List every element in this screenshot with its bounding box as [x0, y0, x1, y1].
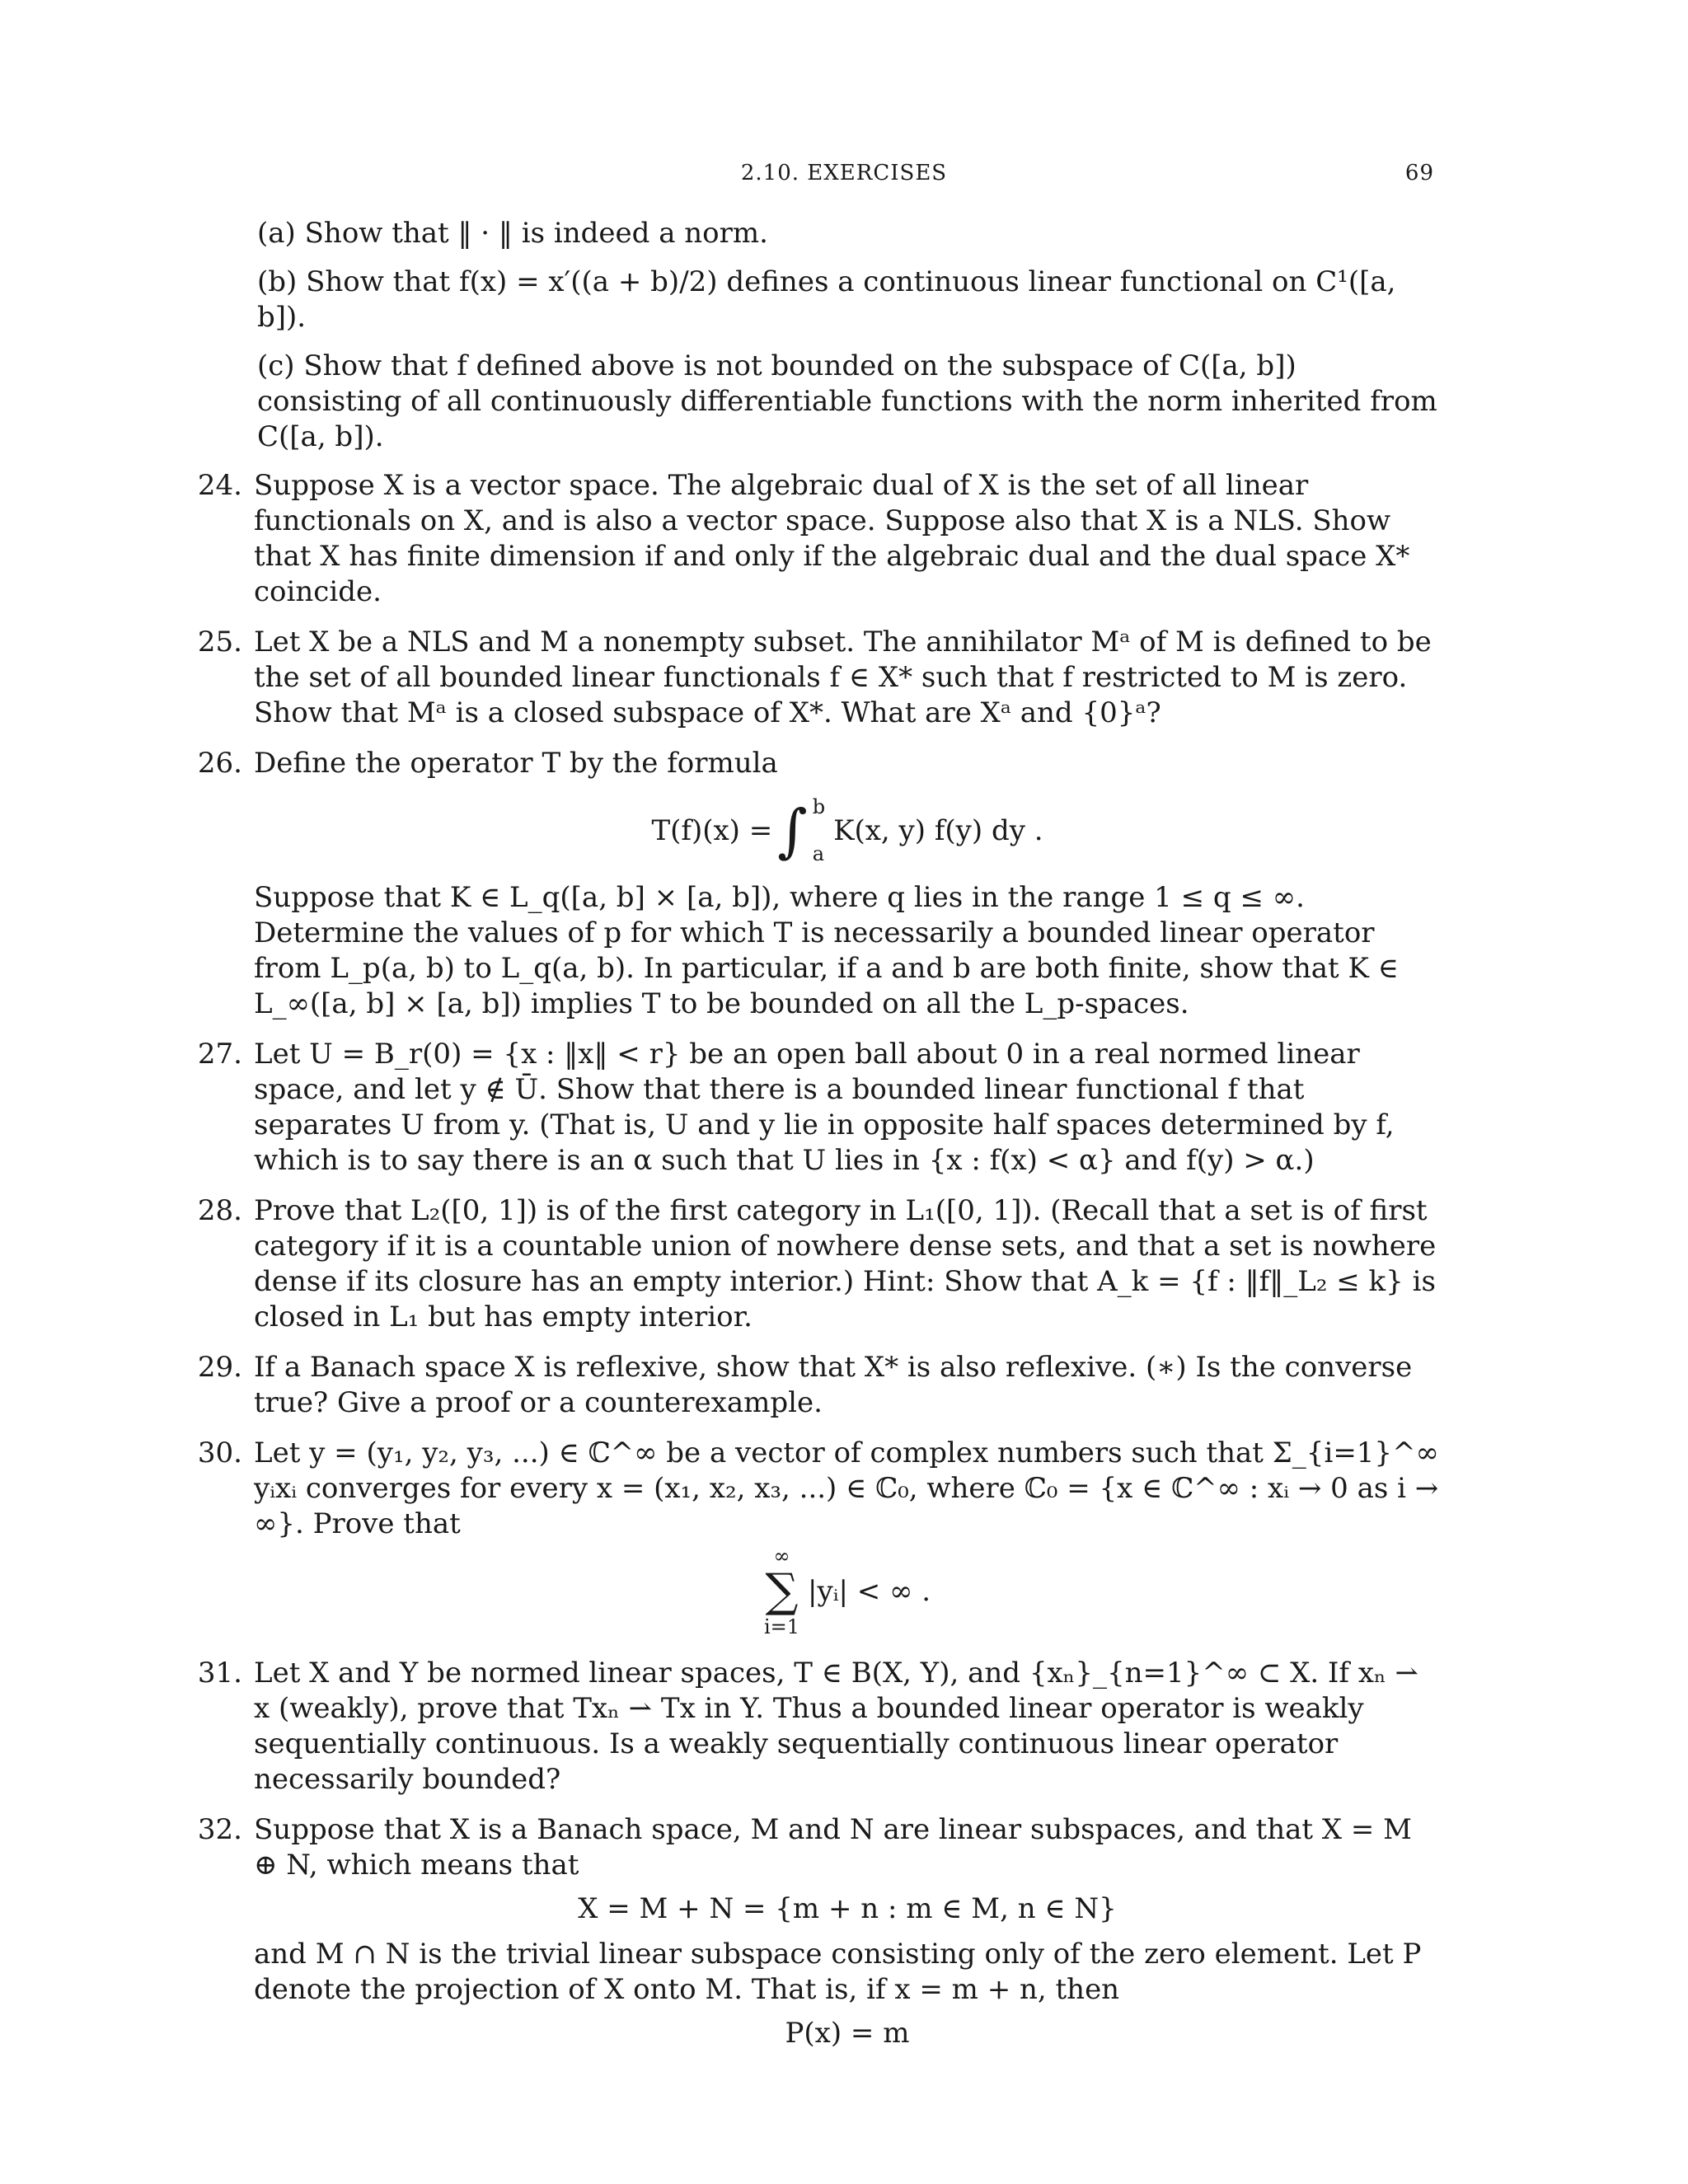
exercise-number: 27. — [197, 1038, 242, 1071]
exercise-text: Suppose that X is a Banach space, M and N are linear subspaces, and that X = M ⊕ N, which means that — [254, 1813, 1412, 1882]
exercise-29 — [197, 1350, 1441, 1421]
page-header — [0, 161, 1688, 194]
subpart-text: Show that ‖ · ‖ is indeed a norm. — [304, 217, 768, 250]
subpart-text: Show that f(x) = x′((a + b)/2) defines a continuous linear functional on C¹([a, b]). — [257, 265, 1396, 334]
exercise-number: 24. — [197, 469, 242, 502]
exercise-28 — [197, 1193, 1441, 1335]
direct-sum-display: X = M + N = {m + n : m ∈ M, n ∈ N} — [578, 1892, 1117, 1925]
projection-display: P(x) = m — [785, 2017, 910, 2050]
exercise-text: Let X be a NLS and M a nonempty subset. The annihilator Mᵃ of M is defined to be the set of all bounded linear functionals f ∈ X* such that f restricted to M is zero. Show that Mᵃ is a closed subspace of X*. What are Xᵃ and {0}ᵃ? — [254, 626, 1432, 729]
page-number: 69 — [1404, 161, 1434, 185]
subpart-label: (b) — [257, 265, 298, 298]
exercise-number: 29. — [197, 1351, 242, 1384]
sum-upper: ∞ — [773, 1544, 790, 1568]
subpart-c — [257, 349, 1441, 455]
exercise-24 — [197, 468, 1441, 610]
exercise-text-continued: and M ∩ N is the trivial linear subspace consisting only of the zero element. Let P denote the projection of X onto M. That is, if x = m + n, then — [254, 1938, 1422, 2006]
subpart-b — [257, 265, 1441, 335]
exercise-number: 25. — [197, 626, 242, 658]
exercise-text: Suppose X is a vector space. The algebraic dual of X is the set of all linear functionals on X, and is also a vector space. Suppose also that X is a NLS. Show that X has finite dimension if and only if the algebraic dual and the dual space X* coincide. — [254, 469, 1410, 608]
exercise-26 — [197, 746, 1441, 1022]
exercise-text: Let U = B_r(0) = {x : ‖x‖ < r} be an open ball about 0 in a real normed linear space, and let y ∉ Ū. Show that there is a bounded linear functional f that separates U from y. (That is, U and y lie in opposite half spaces determined by f, which is to say there is an α such that U lies in {x : f(x) < α} and f(y) > α.) — [254, 1038, 1395, 1177]
integral-lhs: T(f)(x) = — [651, 813, 773, 847]
sum-rhs: |yᵢ| < ∞ . — [808, 1574, 931, 1608]
exercise-text: Let X and Y be normed linear spaces, T ∈ B(X, Y), and {xₙ}_{n=1}^∞ ⊂ X. If xₙ ⇀ x (weakly), prove that Txₙ ⇀ Tx in Y. Thus a bounded linear operator is weakly sequentially continuous. Is a weakly sequentially continuous linear operator necessarily bounded? — [254, 1657, 1418, 1796]
integral-rhs: K(x, y) f(y) dy . — [833, 813, 1043, 847]
section-title: 2.10. EXERCISES — [740, 161, 948, 185]
integral-sign: ∫ — [777, 797, 808, 865]
subpart-a — [257, 216, 1441, 251]
exercise-text: Prove that L₂([0, 1]) is of the first category in L₁([0, 1]). (Recall that a set is of first category if it is a countable union of nowhere dense sets, and that a set is nowhere dense if its closure has an empty interior.) Hint: Show that A_k = {f : ‖f‖_L₂ ≤ k} is closed in L₁ but has empty interior. — [254, 1194, 1437, 1333]
subpart-text: Show that f defined above is not bounded on the subspace of C([a, b]) consisting of all continuously differentiable functions with the norm inherited from C([a, b]). — [257, 349, 1437, 453]
sum-lower: i=1 — [763, 1615, 800, 1638]
sum-sign: ∑ — [765, 1564, 799, 1618]
exercise-27 — [197, 1037, 1441, 1179]
integral-display — [254, 781, 1441, 880]
exercise-25 — [197, 625, 1441, 731]
exercise-number: 31. — [197, 1657, 242, 1690]
page-body — [197, 216, 1441, 2066]
sum-operator — [764, 1545, 799, 1638]
exercise-number: 26. — [197, 747, 242, 780]
integral-upper: b — [812, 795, 826, 818]
exercise-text: Suppose that K ∈ L_q([a, b] × [a, b]), where q lies in the range 1 ≤ q ≤ ∞. Determine the values of p for which T is necessarily a bounded linear operator from L_p(a, b) to L_q(a, b). In particular, if a and b are both finite, show that K ∈ L_∞([a, b] × [a, b]) implies T to be bounded on all the L_p-spaces. — [254, 881, 1399, 1020]
sum-display — [254, 1542, 1441, 1641]
exercise-number: 32. — [197, 1813, 242, 1846]
subpart-label: (a) — [257, 217, 296, 250]
subpart-label: (c) — [257, 349, 295, 382]
exercise-32 — [197, 1812, 1441, 2051]
exercise-30 — [197, 1436, 1441, 1641]
integral-limits — [813, 790, 825, 872]
integral-lower: a — [812, 842, 825, 865]
exercise-text: Let y = (y₁, y₂, y₃, ...) ∈ ℂ^∞ be a vector of complex numbers such that Σ_{i=1}^∞ yᵢxᵢ converges for every x = (x₁, x₂, x₃, ...) ∈ ℂ₀, where ℂ₀ = {x ∈ ℂ^∞ : xᵢ → 0 as i → ∞}. Prove that — [254, 1436, 1439, 1540]
exercise-intro: Define the operator T by the formula — [254, 747, 778, 780]
exercise-31 — [197, 1656, 1441, 1797]
exercise-text: If a Banach space X is reflexive, show that X* is also reflexive. (∗) Is the converse true? Give a proof or a counterexample. — [254, 1351, 1413, 1419]
exercise-number: 28. — [197, 1194, 242, 1227]
exercise-number: 30. — [197, 1436, 242, 1469]
